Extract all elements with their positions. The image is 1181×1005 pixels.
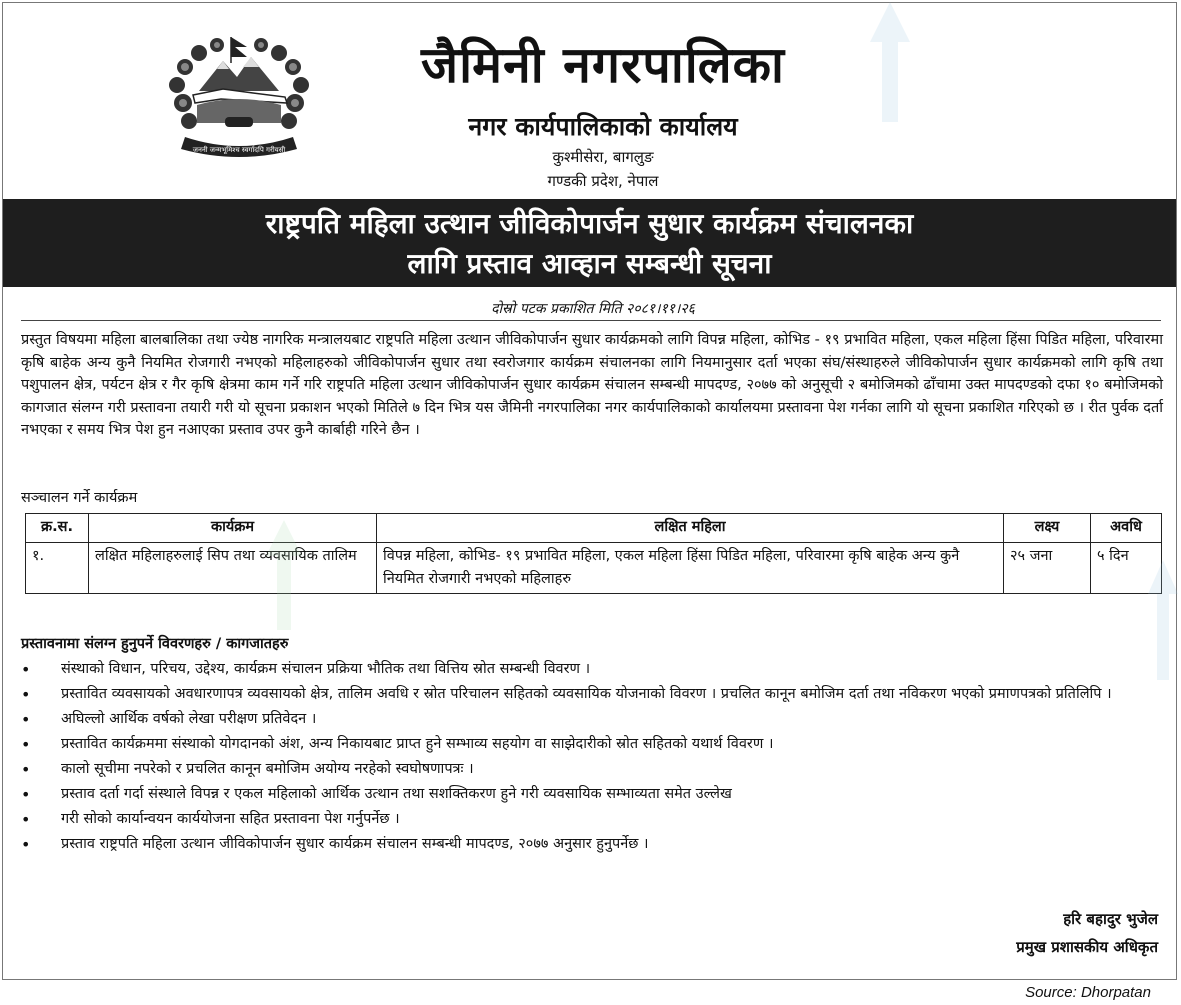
svg-text:जननी जन्मभूमिश्च स्वर्गादपि गर: जननी जन्मभूमिश्च स्वर्गादपि गरीयसी (192, 146, 286, 154)
address-line-2: गण्डकी प्रदेश, नेपाल (547, 172, 659, 190)
body-paragraph: प्रस्तुत विषयमा महिला बालबालिका तथा ज्येष्ठ नागरिक मन्त्रालयबाट राष्ट्रपति महिला उत्थान जीविकोपार्जन सुधार कार्यक्रमको लागि विपन्न महिला, कोभिड - १९ प्रभावित महिला, एकल महिला हिंसा पिडित महिला, परिवारमा कृषि बाहेक अन्य कुनै नियमित रोजगारी नभएको महिलाहरुको जीविकोपार्जन सुधार तथा स्वरोजगार कार्यक्रम संचालनका लागि नियमानुसार दर्ता भएका संघ/संस्थाहरुले जीविकोपार्जन सुधार कार्यक्रमको लागि कृषि तथा पशुपालन क्षेत्र, पर्यटन क्षेत्र र गैर कृषि क्षेत्रमा काम गर्ने गरि राष्ट्रपति महिला उत्थान जीविकोपार्जन सुधार कार्यक्रम संचालन सम्बन्धी मापदण्ड, २०७७ को अनुसूची २ बमोजिमको ढाँचामा उक्त मापदण्डको दफा १० बमोजिमको कागजात संलग्न गरी प्रस्तावना तयारी गरी यो सूचना प्रकाशन भएको मितिले ७ दिन भित्र यस जैमिनी नगरपालिका नगर कार्यपालिकाको कार्यालयमा प्रस्तावना पेश गर्नका लागि यो सूचना प्रकाशित गरिएको छ । रीत पुर्वक दर्ता नभएका र समय भित्र पेश हुन नआएका प्रस्ताव उपर कुनै कार्बाही गरिने छैन । (21, 332, 1163, 439)
table-header-row (26, 514, 1162, 543)
nepal-emblem-icon (163, 33, 315, 163)
divider (21, 320, 1161, 321)
bullet-icon: • (21, 785, 31, 804)
cell-duration: ५ दिन (1091, 543, 1162, 594)
bullet-icon: • (21, 660, 31, 679)
cell-program: लक्षित महिलाहरुलाई सिप तथा व्यवसायिक तालिम (89, 543, 377, 594)
list-item: • प्रस्ताव दर्ता गर्दा संस्थाले विपन्न र एकल महिलाको आर्थिक उत्थान तथा सशक्तिकरण हुने गरी व्यवसायिक सम्भाव्यता समेत उल्लेख (21, 782, 1163, 807)
banner-line-2: लागि प्रस्ताव आव्हान सम्बन्धी सूचना (407, 247, 772, 280)
signatory-title: प्रमुख प्रशासकीय अधिकृत (1016, 938, 1158, 956)
notice-banner (3, 199, 1176, 287)
list-item: • गरी सोको कार्यान्वयन कार्ययोजना सहित प्रस्तावना पेश गर्नुपर्नेछ । (21, 807, 1163, 832)
bullet-icon: • (21, 685, 31, 704)
bullet-icon: • (21, 835, 31, 854)
watermark-arrow-icon (870, 2, 910, 122)
cell-target-women: विपन्न महिला, कोभिड- १९ प्रभावित महिला, एकल महिला हिंसा पिडित महिला, परिवारमा कृषि बाहेक अन्य कुनै नियमित रोजगारी नभएको महिलाहरु (377, 543, 1004, 594)
col-target-women-header: लक्षित महिला (377, 514, 1004, 543)
watermark-arrow-icon (266, 520, 302, 630)
list-item: • प्रस्तावित कार्यक्रममा संस्थाको योगदानको अंश, अन्य निकायबाट प्राप्त हुने सम्भाव्य सहयोग वा साझेदारीको स्रोत सहितको यथार्थ विवरण । (21, 732, 1163, 757)
program-table (25, 513, 1162, 594)
table-row (26, 543, 1162, 594)
documents-list (21, 657, 1163, 857)
documents-heading: प्रस्तावनामा संलग्न हुनुपर्ने विवरणहरु / कागजातहरु (21, 636, 289, 652)
list-item: • प्रस्तावित व्यवसायको अवधारणापत्र व्यवसायको क्षेत्र, तालिम अवधि र स्रोत परिचालन सहितको व्यवसायिक योजनाको विवरण । प्रचलित कानून बमोजिम दर्ता तथा नविकरण भएको प्रमाणपत्रको प्रतिलिपि । (21, 682, 1163, 707)
col-target-header: लक्ष्य (1004, 514, 1091, 543)
col-program-header: कार्यक्रम (89, 514, 377, 543)
notice-page (2, 2, 1177, 980)
watermark-arrow-icon (1148, 560, 1178, 680)
cell-target: २५ जना (1004, 543, 1091, 594)
publication-date: दोस्रो पटक प्रकाशित मिति २०८१।११।२६ (491, 301, 695, 317)
signatory-name: हरि बहादुर भुजेल (1063, 910, 1158, 928)
col-duration-header: अवधि (1091, 514, 1162, 543)
office-subtitle: नगर कार्यपालिकाको कार्यालय (468, 112, 738, 141)
list-item: • अघिल्लो आर्थिक वर्षको लेखा परीक्षण प्रतिवेदन । (21, 707, 1163, 732)
program-heading: सञ्चालन गर्ने कार्यक्रम (21, 490, 138, 506)
bullet-icon: • (21, 810, 31, 829)
col-sn-header: क्र.स. (26, 514, 89, 543)
municipality-title: जैमिनी नगरपालिका (421, 36, 785, 94)
banner-line-1: राष्ट्रपति महिला उत्थान जीविकोपार्जन सुधार कार्यक्रम संचालनका (265, 207, 914, 240)
list-item: • संस्थाको विधान, परिचय, उद्देश्य, कार्यक्रम संचालन प्रक्रिया भौतिक तथा वित्तिय स्रोत सम्बन्धी विवरण । (21, 657, 1163, 682)
cell-sn: १. (26, 543, 89, 594)
bullet-icon: • (21, 710, 31, 729)
list-item: • कालो सूचीमा नपरेको र प्रचलित कानून बमोजिम अयोग्य नरहेको स्वघोषणापत्रः । (21, 757, 1163, 782)
bullet-icon: • (21, 760, 31, 779)
address-line-1: कुश्मीसेरा, बागलुङ (552, 148, 654, 166)
bullet-icon: • (21, 735, 31, 754)
list-item: • प्रस्ताव राष्ट्रपति महिला उत्थान जीविकोपार्जन सुधार कार्यक्रम संचालन सम्बन्धी मापदण्ड, २०७७ अनुसार हुनुपर्नेछ । (21, 832, 1163, 857)
source-credit: Source: Dhorpatan (1025, 984, 1151, 1001)
